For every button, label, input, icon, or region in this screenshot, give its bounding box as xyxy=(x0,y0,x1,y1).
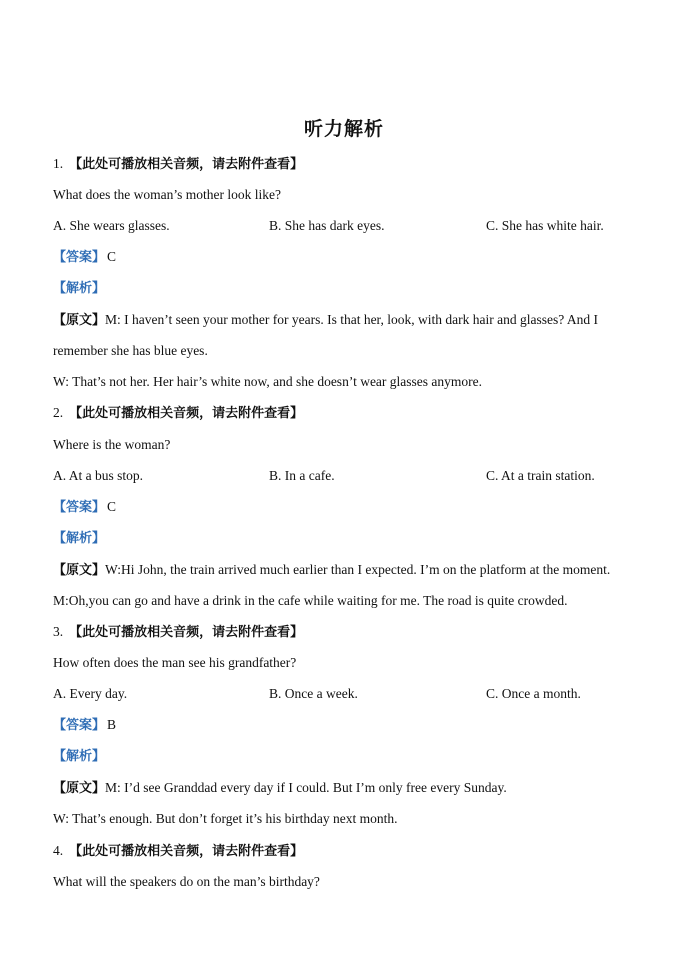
original-text: remember she has blue eyes. xyxy=(53,343,208,358)
original-tag: 【原文】 xyxy=(53,313,106,328)
answer-value: B xyxy=(107,717,117,732)
option-b: B. She has dark eyes. xyxy=(269,218,385,233)
option-a: A. She wears glasses. xyxy=(53,218,170,233)
original-tag: 【原文】 xyxy=(53,781,106,796)
answer-value: C xyxy=(107,499,117,514)
option-b: B. Once a week. xyxy=(269,686,358,701)
original-text-line xyxy=(53,311,598,330)
answer-line xyxy=(53,248,116,267)
original-text: M:Oh,you can go and have a drink in the cafe while waiting for me. The road is quite crowded. xyxy=(53,593,568,608)
analysis-tag: 【解析】 xyxy=(53,749,106,764)
option-c: C. Once a month. xyxy=(486,686,581,701)
original-tag: 【原文】 xyxy=(53,563,106,578)
question-number: 2. xyxy=(53,405,64,420)
answer-tag: 【答案】 xyxy=(53,500,106,515)
original-text-line xyxy=(53,779,507,798)
answer-line xyxy=(53,716,116,735)
question-header xyxy=(53,842,303,861)
question-text: What will the speakers do on the man’s birthday? xyxy=(53,874,320,889)
option-a: A. Every day. xyxy=(53,686,128,701)
question-header xyxy=(53,404,303,423)
original-text: M: I haven’t seen your mother for years. Is that her, look, with dark hair and glasses? And I xyxy=(105,312,598,327)
page-title: 听力解析 xyxy=(303,118,384,140)
question-header xyxy=(53,623,303,642)
analysis-line xyxy=(53,279,105,298)
audio-tag: 【此处可播放相关音频，请去附件查看】 xyxy=(69,406,304,421)
original-text: W: That’s not her. Her hair’s white now, and she doesn’t wear glasses anymore. xyxy=(53,374,483,389)
analysis-line xyxy=(53,529,105,548)
audio-tag: 【此处可播放相关音频，请去附件查看】 xyxy=(69,844,304,859)
answer-tag: 【答案】 xyxy=(53,250,106,265)
analysis-tag: 【解析】 xyxy=(53,531,106,546)
original-text: W: That’s enough. But don’t forget it’s his birthday next month. xyxy=(53,811,398,826)
answer-value: C xyxy=(107,249,117,264)
question-header xyxy=(53,155,303,174)
original-text: W:Hi John, the train arrived much earlier than I expected. I’m on the platform at the moment. xyxy=(105,562,611,577)
question-text: Where is the woman? xyxy=(53,437,171,452)
option-c: C. She has white hair. xyxy=(486,218,604,233)
answer-tag: 【答案】 xyxy=(53,718,106,733)
question-number: 3. xyxy=(53,624,64,639)
question-text: What does the woman’s mother look like? xyxy=(53,187,281,202)
original-text-line xyxy=(53,561,610,580)
analysis-line xyxy=(53,747,105,766)
question-text: How often does the man see his grandfather? xyxy=(53,655,297,670)
question-number: 4. xyxy=(53,843,64,858)
question-number: 1. xyxy=(53,156,64,171)
audio-tag: 【此处可播放相关音频，请去附件查看】 xyxy=(69,157,304,172)
option-a: A. At a bus stop. xyxy=(53,468,144,483)
option-c: C. At a train station. xyxy=(486,468,595,483)
answer-line xyxy=(53,498,116,517)
option-b: B. In a cafe. xyxy=(269,468,335,483)
analysis-tag: 【解析】 xyxy=(53,281,106,296)
original-text: M: I’d see Granddad every day if I could. But I’m only free every Sunday. xyxy=(105,780,507,795)
audio-tag: 【此处可播放相关音频，请去附件查看】 xyxy=(69,625,304,640)
